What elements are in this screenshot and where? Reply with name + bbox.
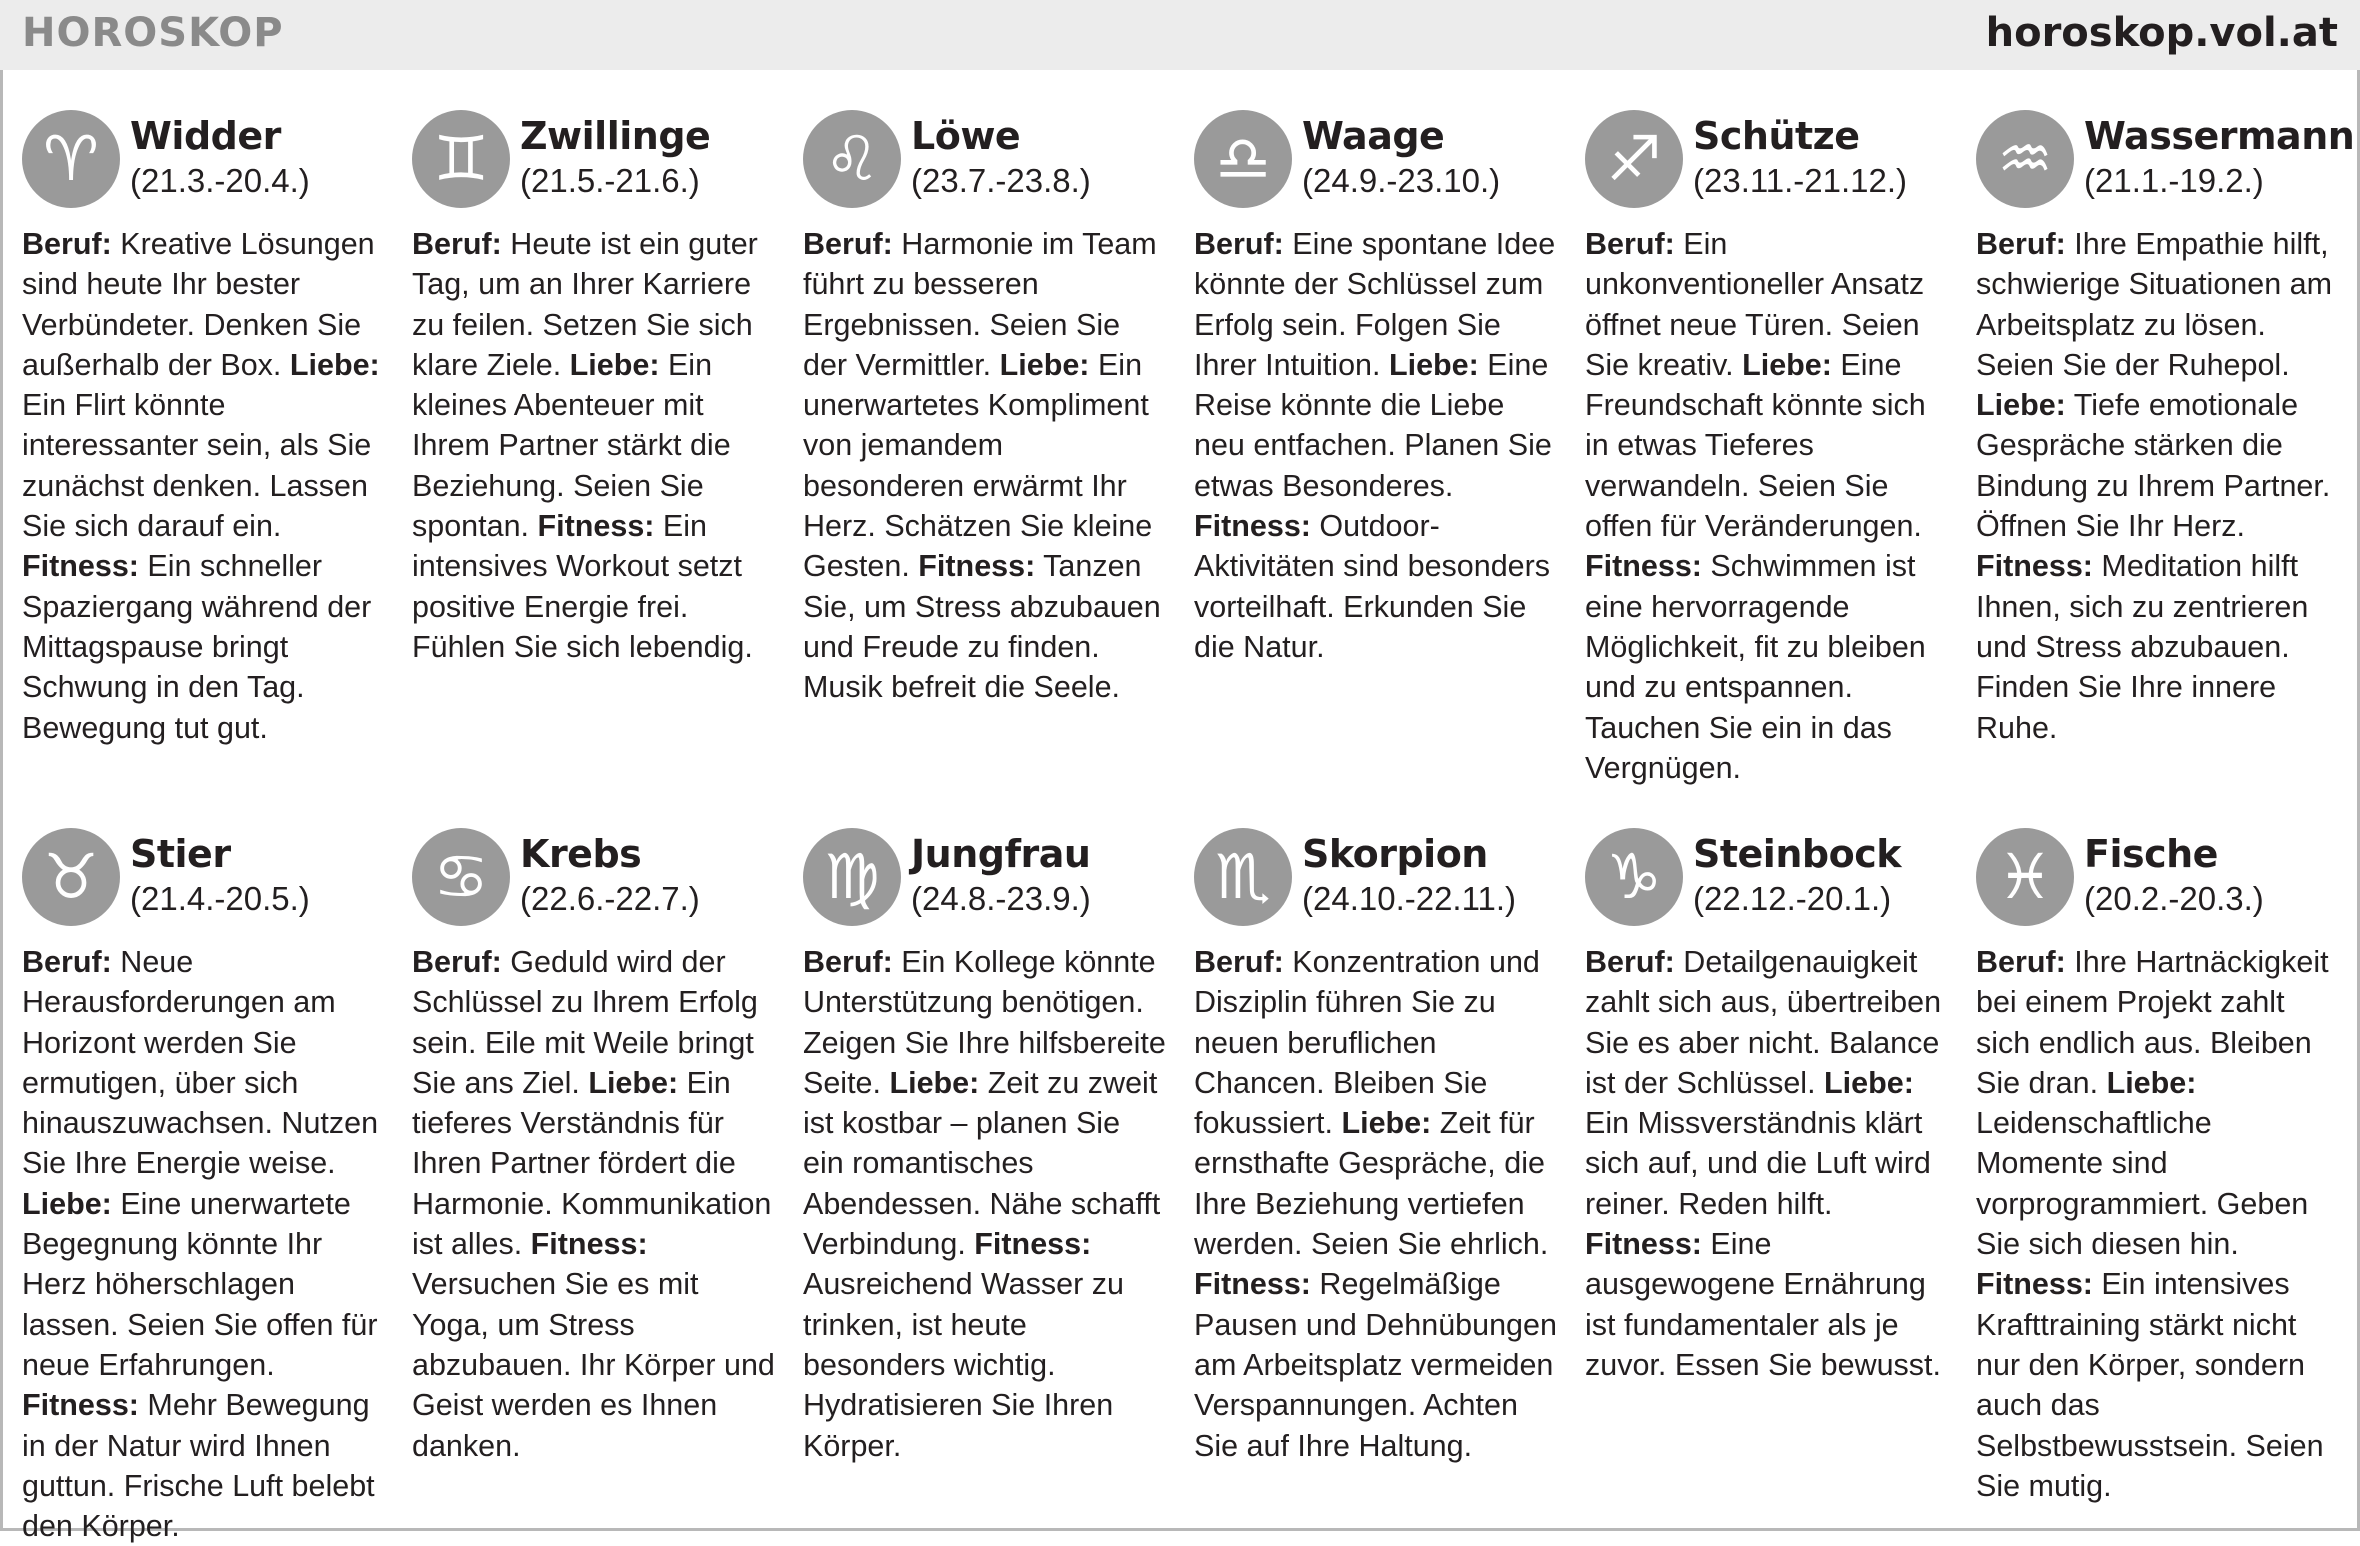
page-title: HOROSKOP [22, 10, 284, 56]
liebe-text: Ein Flirt könnte interessanter sein, als Sie zunächst denken. Lassen Sie sich darauf ein. [22, 388, 372, 544]
liebe-text: Ein kleines Abenteuer mit Ihrem Partner stärkt die Beziehung. Seien Sie spontan. [412, 347, 731, 544]
scorpion-icon: ♏ [1194, 828, 1292, 926]
sign-dates: (20.2.-20.3.) [2084, 880, 2264, 917]
liebe-label: Liebe: [1824, 1065, 1914, 1100]
sign-dates: (24.8.-23.9.) [911, 880, 1091, 917]
liebe-text: Zeit zu zweit ist kostbar – planen Sie ein romantisches Abendessen. Nähe schafft Verbindung. [803, 1065, 1161, 1262]
fitness-text: Tanzen Sie, um Stress abzubauen und Freude zu finden. Musik befreit die Seele. [803, 549, 1161, 705]
fitness-label: Fitness: [22, 549, 139, 584]
sign-dates: (22.12.-20.1.) [1693, 880, 1892, 917]
sign-header [1585, 110, 1950, 218]
sign-header [1194, 828, 1559, 936]
sign-header [22, 110, 387, 218]
fish-icon: ♓ [1976, 828, 2074, 926]
sign-header [1976, 828, 2341, 936]
sign-name: Stier [130, 832, 231, 876]
fitness-label: Fitness: [974, 1227, 1092, 1262]
sign-dates: (23.11.-21.12.) [1693, 162, 1908, 199]
beruf-text: Ein Kollege könnte Unterstützung benötigen. Zeigen Sie Ihre hilfsbereite Seite. [803, 945, 1166, 1100]
beruf-label: Beruf: [1976, 945, 2066, 979]
sign-name: Wassermann [2084, 114, 2355, 158]
site-link[interactable]: horoskop.vol.at [1985, 10, 2338, 56]
sign-header [1585, 828, 1950, 936]
beruf-text: Detailgenauigkeit zahlt sich aus, übertreiben Sie es aber nicht. Balance ist der Schlüssel. [1585, 945, 1942, 1100]
sign-text [412, 942, 777, 1466]
sign-header [412, 110, 777, 218]
horoscope-entry-stier [22, 828, 387, 1546]
sign-header [412, 828, 777, 936]
sign-dates: (21.5.-21.6.) [520, 162, 700, 199]
sign-text [803, 942, 1168, 1466]
beruf-text: Ihre Hartnäckigkeit bei einem Projekt zahlt sich endlich aus. Bleiben Sie dran. [1976, 945, 2329, 1100]
sign-dates: (23.7.-23.8.) [911, 162, 1091, 199]
fitness-label: Fitness: [918, 549, 1036, 584]
beruf-text: Heute ist ein guter Tag, um an Ihrer Karriere zu feilen. Setzen Sie sich klare Ziele. [412, 227, 758, 382]
liebe-label: Liebe: [289, 347, 380, 382]
horoscope-entry-jungfrau [803, 828, 1168, 1466]
sign-name: Löwe [911, 114, 1021, 158]
liebe-label: Liebe: [1742, 347, 1832, 382]
sign-name: Waage [1302, 114, 1445, 158]
horoscope-entry-skorpion [1194, 828, 1559, 1466]
frame-left [0, 70, 3, 1531]
beruf-text: Ihre Empathie hilft, schwierige Situationen am Arbeitsplatz zu lösen. Seien Sie der Ruhepol. [1976, 227, 2333, 382]
sign-name: Zwillinge [520, 114, 711, 158]
fitness-text: Mehr Bewegung in der Natur wird Ihnen guttun. Frische Luft belebt den Körper. [22, 1388, 375, 1544]
liebe-text: Ein Missverständnis klärt sich auf, und die Luft wird reiner. Reden hilft. [1585, 1106, 1931, 1221]
beruf-text: Kreative Lösungen sind heute Ihr bester Verbündeter. Denken Sie außerhalb der Box. [22, 227, 375, 382]
beruf-text: Konzentration und Disziplin führen Sie zu neuen beruflichen Chancen. Bleiben Sie fokussiert. [1194, 945, 1540, 1141]
fitness-label: Fitness: [22, 1388, 139, 1423]
sign-name: Jungfrau [911, 832, 1091, 876]
horoscope-entry-schütze [1585, 110, 1950, 788]
beruf-label: Beruf: [1194, 945, 1284, 979]
liebe-label: Liebe: [999, 347, 1090, 382]
beruf-label: Beruf: [803, 227, 893, 261]
sign-dates: (22.6.-22.7.) [520, 880, 700, 917]
fitness-label: Fitness: [1194, 509, 1311, 544]
sign-header [22, 828, 387, 936]
beruf-label: Beruf: [1976, 227, 2066, 261]
sign-name: Krebs [520, 832, 642, 876]
ram-icon: ♈ [22, 110, 120, 208]
lion-icon: ♌ [803, 110, 901, 208]
sign-name: Schütze [1693, 114, 1860, 158]
beruf-text: Neue Herausforderungen am Horizont werden Sie ermutigen, über sich hinauszuwachsen. Nutzen Sie Ihre Energie weise. [22, 945, 379, 1181]
sign-text [1585, 224, 1950, 788]
water-bearer-icon: ♒ [1976, 110, 2074, 208]
liebe-text: Leidenschaftliche Momente sind vorprogrammiert. Geben Sie sich diesen hin. [1976, 1106, 2309, 1262]
horoscope-entry-widder [22, 110, 387, 748]
sign-text [1976, 942, 2341, 1506]
sign-text [22, 224, 387, 748]
horoscope-entry-löwe [803, 110, 1168, 708]
fitness-text: Regelmäßige Pausen und Dehnübungen am Arbeitsplatz vermeiden Verspannungen. Achten Sie auf Ihre Haltung. [1194, 1267, 1557, 1463]
fitness-text: Outdoor-Aktivitäten sind besonders vorteilhaft. Erkunden Sie die Natur. [1194, 509, 1551, 664]
fitness-text: Ein intensives Workout setzt positive Energie frei. Fühlen Sie sich lebendig. [412, 509, 753, 664]
fitness-label: Fitness: [1976, 1267, 2093, 1302]
sign-name: Steinbock [1693, 832, 1901, 876]
fitness-label: Fitness: [1585, 1227, 1702, 1262]
fitness-text: Ein intensives Krafttraining stärkt nicht nur den Körper, sondern auch das Selbstbewusstsein. Seien Sie mutig. [1976, 1267, 2324, 1503]
fitness-label: Fitness: [537, 509, 655, 544]
horoscope-entry-zwillinge [412, 110, 777, 667]
liebe-text: Eine Reise könnte die Liebe neu entfachen. Planen Sie etwas Besonderes. [1194, 347, 1552, 503]
liebe-label: Liebe: [1388, 347, 1479, 382]
liebe-label: Liebe: [22, 1186, 112, 1221]
liebe-label: Liebe: [889, 1065, 980, 1100]
beruf-label: Beruf: [412, 227, 502, 261]
beruf-text: Harmonie im Team führt zu besseren Ergebnissen. Seien Sie der Vermittler. [803, 227, 1157, 382]
sign-dates: (21.1.-19.2.) [2084, 162, 2264, 199]
sign-text [22, 942, 387, 1546]
sign-text [1976, 224, 2341, 748]
sign-text [1194, 224, 1559, 667]
goat-icon: ♑ [1585, 828, 1683, 926]
fitness-text: Eine ausgewogene Ernährung ist fundamentaler als je zuvor. Essen Sie bewusst. [1585, 1227, 1942, 1382]
horoscope-entry-waage [1194, 110, 1559, 667]
liebe-text: Eine Freundschaft könnte sich in etwas Tieferes verwandeln. Seien Sie offen für Veränderungen. [1585, 347, 1926, 544]
crab-icon: ♋ [412, 828, 510, 926]
liebe-text: Zeit für ernsthafte Gespräche, die Ihre Beziehung vertiefen werden. Seien Sie ehrlich. [1194, 1106, 1549, 1262]
header-bar [0, 0, 2360, 70]
sign-dates: (24.9.-23.10.) [1302, 162, 1501, 199]
sign-header [803, 110, 1168, 218]
archer-icon: ♐ [1585, 110, 1683, 208]
liebe-label: Liebe: [1341, 1106, 1432, 1141]
beruf-label: Beruf: [22, 945, 112, 979]
liebe-label: Liebe: [2106, 1065, 2197, 1100]
sign-text [1194, 942, 1559, 1466]
beruf-label: Beruf: [1585, 227, 1675, 261]
sign-dates: (21.3.-20.4.) [130, 162, 310, 199]
beruf-label: Beruf: [1585, 945, 1675, 979]
beruf-label: Beruf: [803, 945, 893, 979]
liebe-text: Eine unerwartete Begegnung könnte Ihr Herz höherschlagen lassen. Seien Sie offen für neue Erfahrungen. [22, 1186, 378, 1382]
sign-dates: (24.10.-22.11.) [1302, 880, 1517, 917]
fitness-text: Ausreichend Wasser zu trinken, ist heute besonders wichtig. Hydratisieren Sie Ihren Körper. [803, 1267, 1124, 1463]
beruf-text: Eine spontane Idee könnte der Schlüssel zum Erfolg sein. Folgen Sie Ihrer Intuition. [1194, 227, 1556, 382]
liebe-label: Liebe: [569, 347, 660, 382]
sign-name: Fische [2084, 832, 2218, 876]
beruf-label: Beruf: [412, 945, 502, 979]
liebe-text: Ein unerwartetes Kompliment von jemandem besonderen erwärmt Ihr Herz. Schätzen Sie kleine Gesten. [803, 347, 1153, 584]
scales-icon: ♎ [1194, 110, 1292, 208]
liebe-label: Liebe: [1976, 388, 2066, 423]
fitness-text: Meditation hilft Ihnen, sich zu zentrieren und Stress abzubauen. Finden Sie Ihre innere Ruhe. [1976, 549, 2309, 745]
fitness-label: Fitness: [530, 1227, 648, 1262]
beruf-label: Beruf: [1194, 227, 1284, 261]
liebe-text: Ein tieferes Verständnis für Ihren Partner fördert die Harmonie. Kommunikation ist alles. [412, 1065, 772, 1262]
fitness-label: Fitness: [1194, 1267, 1311, 1302]
virgin-icon: ♍ [803, 828, 901, 926]
horoscope-entry-krebs [412, 828, 777, 1466]
sign-text [803, 224, 1168, 708]
sign-header [1194, 110, 1559, 218]
horoscope-entry-wassermann [1976, 110, 2355, 748]
sign-dates: (21.4.-20.5.) [130, 880, 310, 917]
fitness-label: Fitness: [1585, 549, 1702, 584]
twins-icon: ♊ [412, 110, 510, 208]
liebe-label: Liebe: [588, 1065, 679, 1100]
fitness-text: Versuchen Sie es mit Yoga, um Stress abzubauen. Ihr Körper und Geist werden es Ihnen danken. [412, 1267, 775, 1463]
sign-header [1976, 110, 2355, 218]
sign-text [412, 224, 777, 667]
sign-text [1585, 942, 1950, 1385]
fitness-text: Ein schneller Spaziergang während der Mittagspause bringt Schwung in den Tag. Bewegung tut gut. [22, 549, 372, 745]
fitness-label: Fitness: [1976, 549, 2093, 584]
sign-name: Widder [130, 114, 281, 158]
beruf-text: Geduld wird der Schlüssel zu Ihrem Erfolg sein. Eile mit Weile bringt Sie ans Ziel. [412, 945, 758, 1100]
horoscope-entry-steinbock [1585, 828, 1950, 1385]
beruf-text: Ein unkonventioneller Ansatz öffnet neue Türen. Seien Sie kreativ. [1585, 227, 1925, 382]
liebe-text: Tiefe emotionale Gespräche stärken die Bindung zu Ihrem Partner. Öffnen Sie Ihr Herz. [1976, 388, 2331, 544]
fitness-text: Schwimmen ist eine hervorragende Möglichkeit, fit zu bleiben und zu entspannen. Tauchen Sie ein in das Vergnügen. [1585, 549, 1926, 785]
sign-header [803, 828, 1168, 936]
bull-icon: ♉ [22, 828, 120, 926]
sign-name: Skorpion [1302, 832, 1488, 876]
beruf-label: Beruf: [22, 227, 112, 261]
horoscope-entry-fische [1976, 828, 2341, 1506]
